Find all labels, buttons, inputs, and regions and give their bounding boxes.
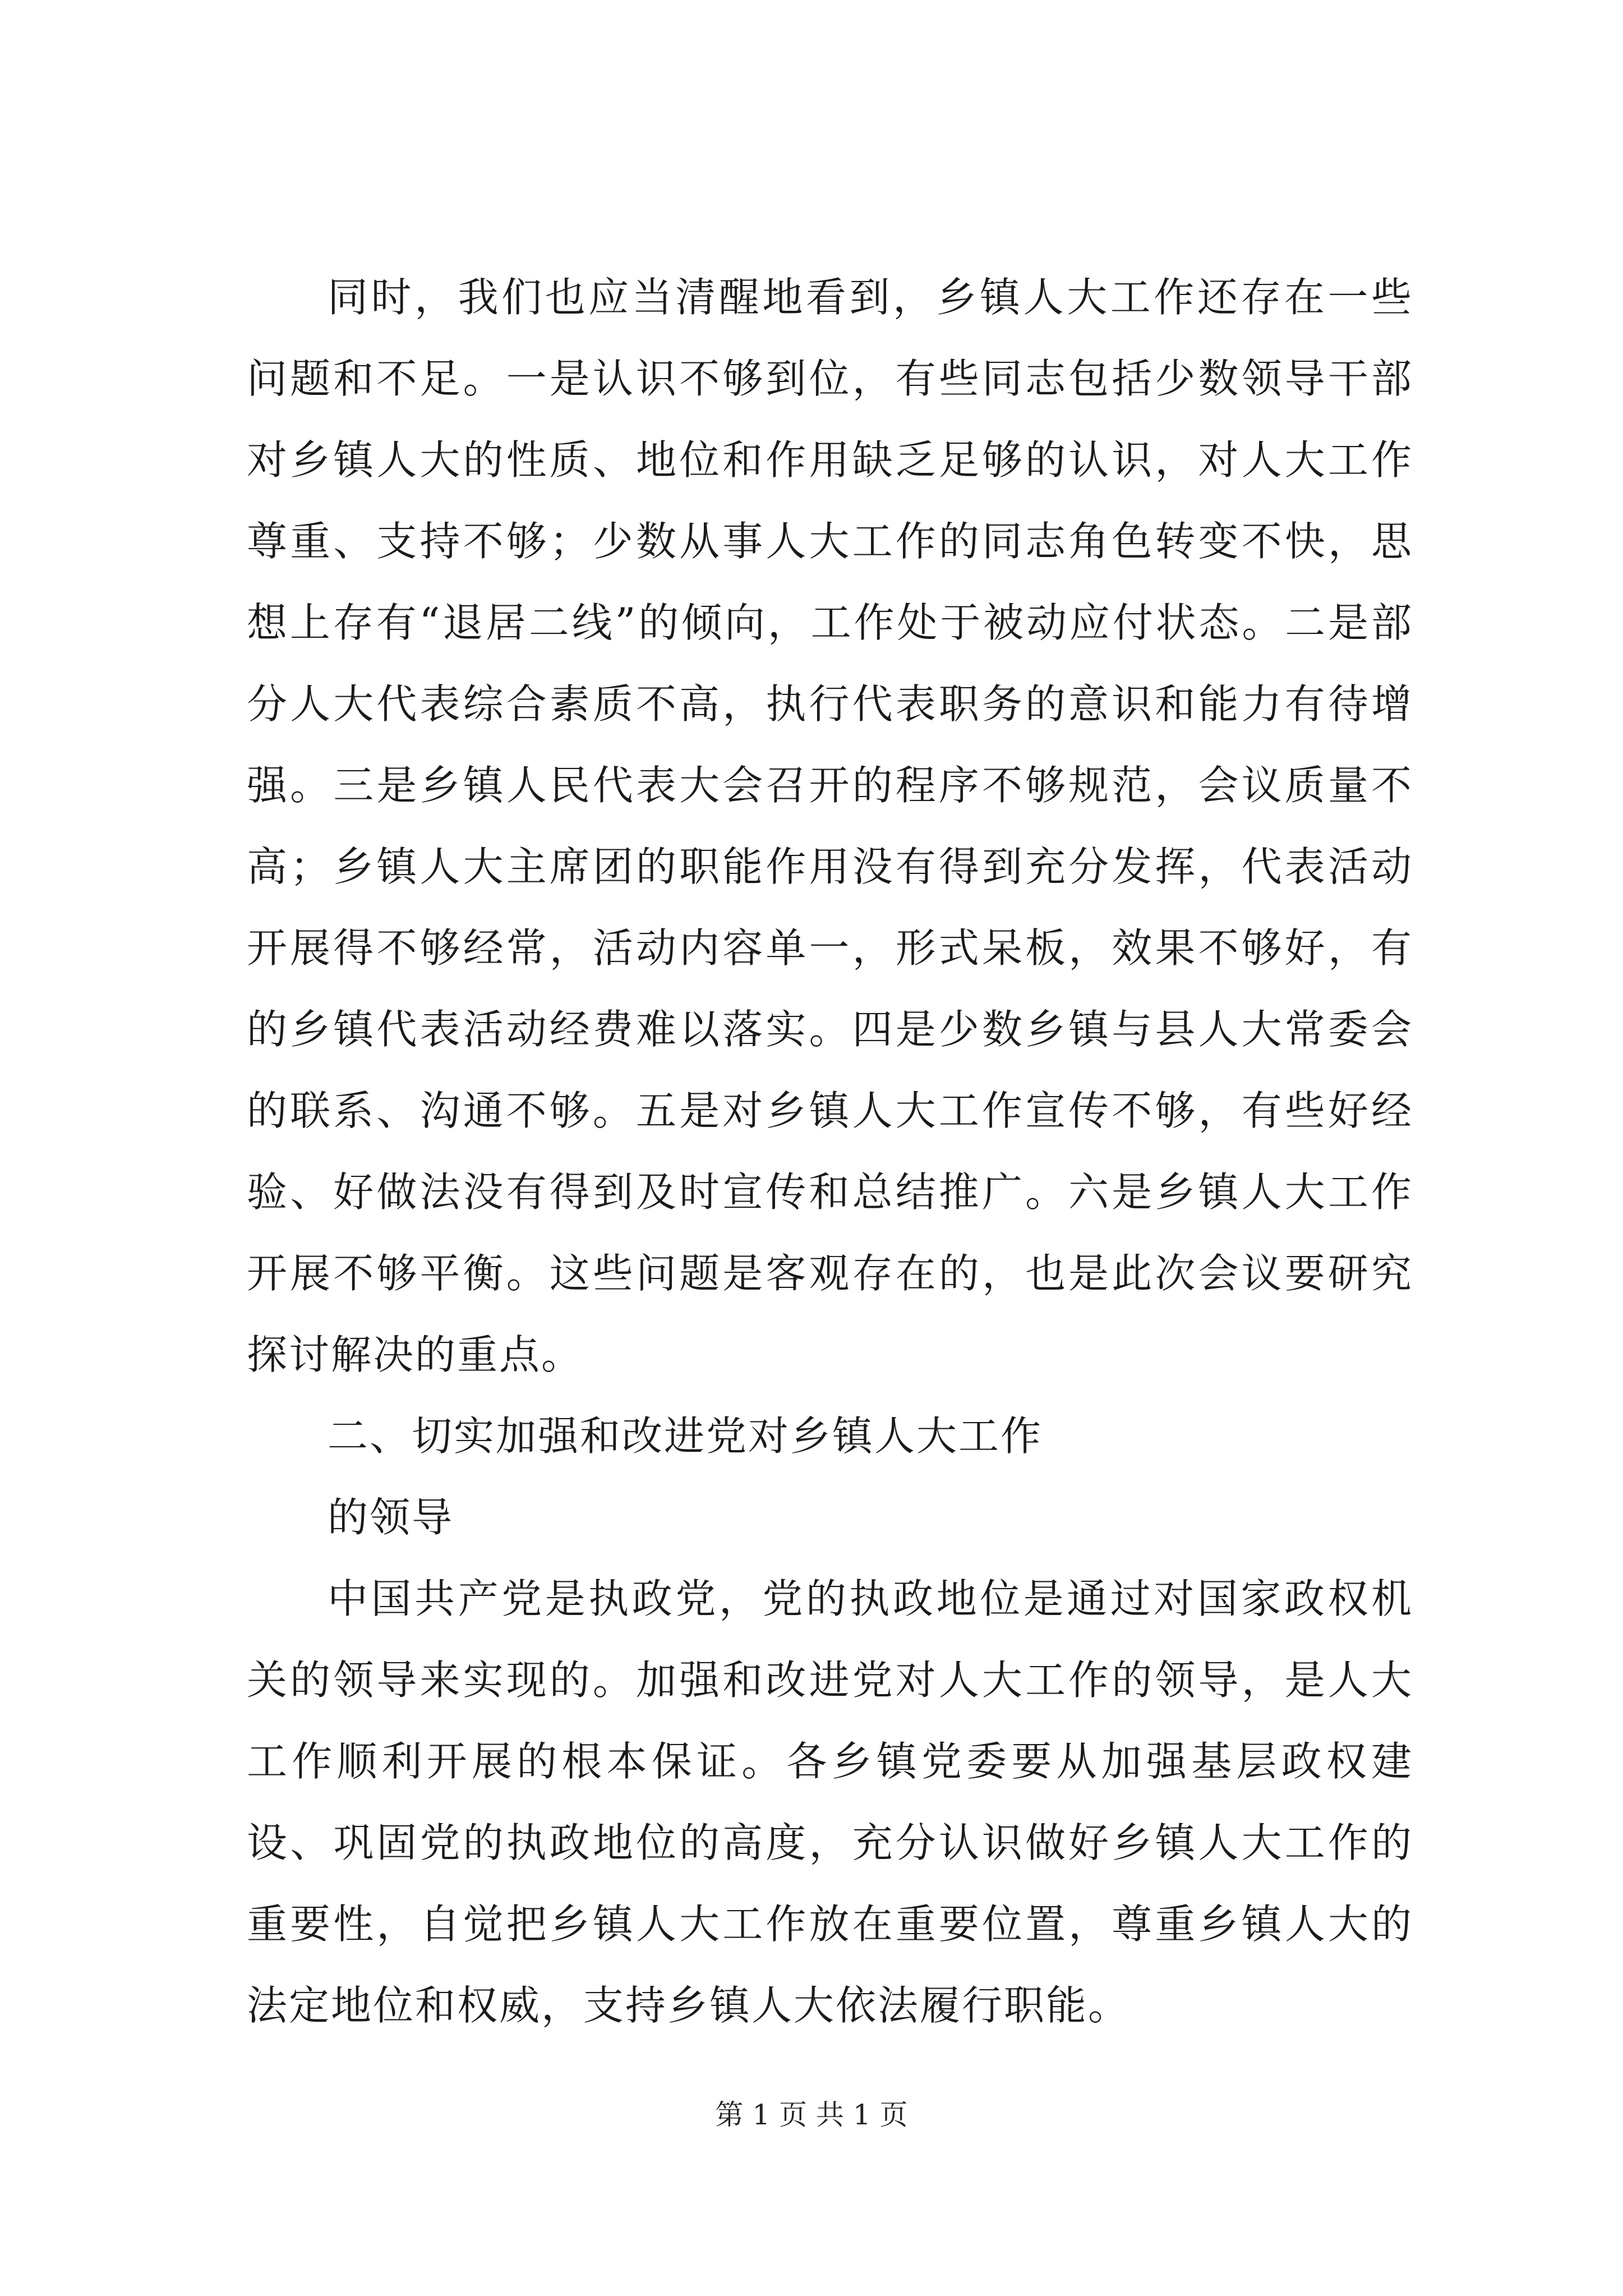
section-heading-line-2: 的领导: [328, 1494, 454, 1541]
paragraph-party-leadership: 中国共产党是执政党，党的执政地位是通过对国家政权机关的领导来实现的。加强和改进党对人大工作的领导，是人大工作顺利开展的根本保证。各乡镇党委要从加强基层政权建设、巩固党的执政地位的高度，充分认识做好乡镇人大工作的重要性，自觉把乡镇人大工作放在重要位置，尊重乡镇人大的法定地位和权威，支持乡镇人大依法履行职能。: [247, 1575, 1413, 2029]
paragraph-problems: 同时，我们也应当清醒地看到，乡镇人大工作还存在一些问题和不足。一是认识不够到位，有些同志包括少数领导干部对乡镇人大的性质、地位和作用缺乏足够的认识，对人大工作尊重、支持不够；少数从事人大工作的同志角色转变不快，思想上存有“退居二线”的倾向，工作处于被动应付状态。二是部分人大代表综合素质不高，执行代表职务的意识和能力有待增强。三是乡镇人民代表大会召开的程序不够规范，会议质量不高；乡镇人大主席团的职能作用没有得到充分发挥，代表活动开展得不够经常，活动内容单一，形式呆板，效果不够好，有的乡镇代表活动经费难以落实。四是少数乡镇与县人大常委会的联系、沟通不够。五是对乡镇人大工作宣传不够，有些好经验、好做法没有得到及时宣传和总结推广。六是乡镇人大工作开展不够平衡。这些问题是客观存在的，也是此次会议要研究探讨解决的重点。: [247, 274, 1413, 1378]
document-body: [247, 257, 1413, 2046]
page-footer: 第 1 页 共 1 页: [715, 2099, 908, 2131]
section-heading-line-1: 二、切实加强和改进党对乡镇人大工作: [328, 1412, 1043, 1460]
